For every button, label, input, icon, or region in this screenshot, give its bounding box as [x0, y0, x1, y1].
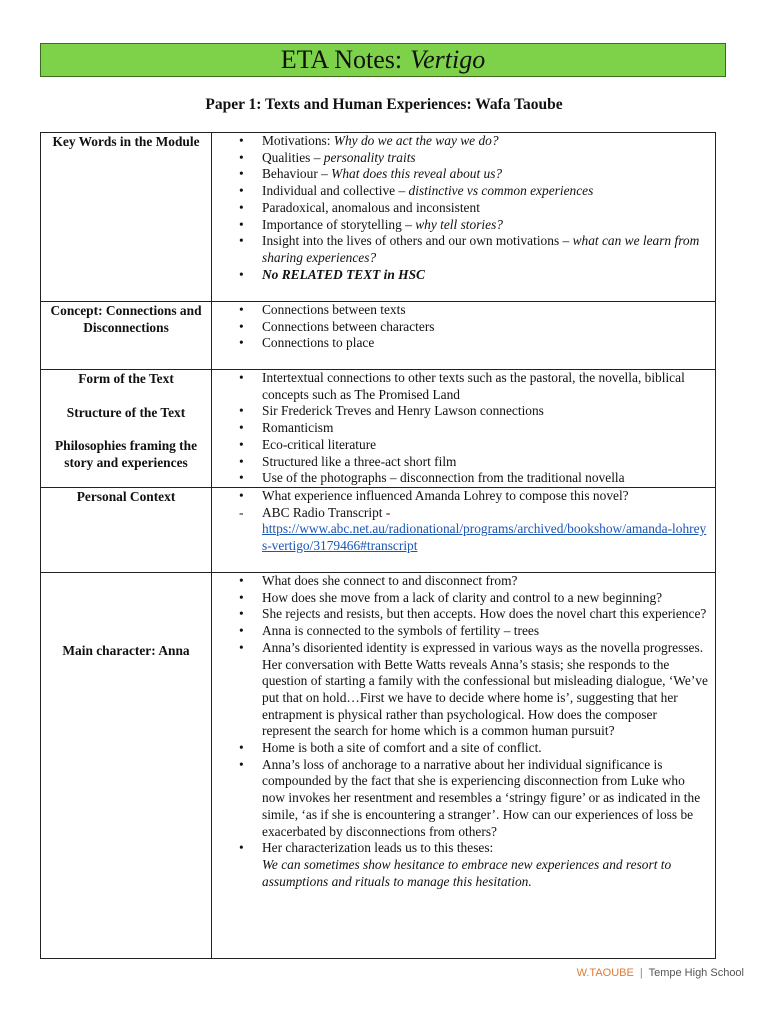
list-item: • What does she connect to and disconnect from?: [212, 573, 709, 590]
list-item: • Home is both a site of comfort and a site of conflict.: [212, 740, 709, 757]
row-form: [41, 370, 716, 488]
row-concept: [41, 302, 716, 370]
row-anna: [41, 573, 716, 959]
title-prefix: ETA Notes:: [280, 45, 403, 74]
list-item: - ABC Radio Transcript - https://www.abc.net.au/radionational/programs/archived/bookshow/amanda-lohreys-vertigo/3179466#transcript: [212, 505, 709, 555]
form-list: [212, 370, 709, 487]
list-item: • Structured like a three-act short film: [212, 454, 709, 471]
list-item: • What experience influenced Amanda Lohrey to compose this novel?: [212, 488, 709, 505]
anna-list: [212, 573, 709, 890]
footer-separator: |: [639, 967, 643, 979]
abc-transcript-link[interactable]: https://www.abc.net.au/radionational/programs/archived/bookshow/amanda-lohreys-vertigo/3179466#transcript: [262, 521, 707, 554]
footer-school: Tempe High School: [648, 967, 744, 979]
list-item: • How does she move from a lack of clarity and control to a new beginning?: [212, 590, 709, 607]
document-subtitle: Paper 1: Texts and Human Experiences: Wafa Taoube: [205, 96, 563, 113]
row-content-keywords: [212, 133, 716, 302]
row-content-personal: [212, 488, 716, 573]
list-item: • Importance of storytelling – why tell stories?: [212, 217, 709, 234]
label-philosophies: Philosophies framing the story and experiences: [54, 438, 198, 471]
row-label-concept: Concept: Connections and Disconnections: [41, 302, 212, 370]
list-item: • She rejects and resists, but then accepts. How does the novel chart this experience?: [212, 606, 709, 623]
list-item: • Romanticism: [212, 420, 709, 437]
list-item: • Anna’s disoriented identity is expressed in various ways as the novella progresses. Her conversation with Bette Watts reveals Anna’s stasis; she responds to the question of starting a family with the confessional but misleading dialogue, ‘We’ve put that on hold…First we have to decide where home is’, suggesting that her entrapment is physical rather than psychological. How does the composer represent the search for home which is a common human pursuit?: [212, 640, 709, 740]
row-content-anna: [212, 573, 716, 959]
list-item: • Connections between characters: [212, 319, 709, 336]
list-item: • Anna’s loss of anchorage to a narrative about her individual significance is compounded by the fact that she is experiencing disconnection from Luke who now invokes her resentment and resembles a ‘stringy figure’ or as indicated in the simile, ‘as if she is encountering a stranger’. How can our experiences of loss be exacerbated by disconnections from others?: [212, 757, 709, 841]
list-item: • Intertextual connections to other texts such as the pastoral, the novella, biblical concepts such as The Promised Land: [212, 370, 709, 403]
row-label-form: [41, 370, 212, 488]
list-item: • Anna is connected to the symbols of fertility – trees: [212, 623, 709, 640]
notes-table: [40, 132, 716, 959]
list-item: • Sir Frederick Treves and Henry Lawson connections: [212, 403, 709, 420]
list-item: • Connections to place: [212, 335, 709, 352]
list-item: • Eco-critical literature: [212, 437, 709, 454]
list-item: • No RELATED TEXT in HSC: [212, 267, 709, 284]
row-personal: [41, 488, 716, 573]
label-structure: Structure of the Text: [66, 404, 186, 420]
page-footer: [577, 967, 744, 979]
footer-author: W.TAOUBE: [576, 967, 634, 979]
concept-list: [212, 302, 709, 352]
list-item: • Paradoxical, anomalous and inconsistent: [212, 200, 709, 217]
list-item: • Insight into the lives of others and our own motivations – what can we learn from sharing experiences?: [212, 233, 709, 266]
list-item: • Motivations: Why do we act the way we do?: [212, 133, 709, 150]
list-item: • Behaviour – What does this reveal about us?: [212, 166, 709, 183]
title-film: Vertigo: [410, 45, 486, 74]
row-label-anna: Main character: Anna: [41, 573, 212, 959]
personal-list: [212, 488, 709, 555]
list-item: • Use of the photographs – disconnection from the traditional novella: [212, 470, 709, 487]
document-title: [40, 43, 726, 77]
row-label-personal: Personal Context: [41, 488, 212, 573]
list-item: • Her characterization leads us to this theses: We can sometimes show hesitance to embrace new experiences and resort to assumptions and rituals to manage this hesitation.: [212, 840, 709, 890]
row-content-form: [212, 370, 716, 488]
list-item: • Individual and collective – distinctive vs common experiences: [212, 183, 709, 200]
label-form: Form of the Text: [78, 371, 174, 386]
row-label-keywords: Key Words in the Module: [41, 133, 212, 302]
list-item: • Connections between texts: [212, 302, 709, 319]
keywords-list: [212, 133, 709, 283]
row-content-concept: [212, 302, 716, 370]
list-item: • Qualities – personality traits: [212, 150, 709, 167]
row-keywords: [41, 133, 716, 302]
